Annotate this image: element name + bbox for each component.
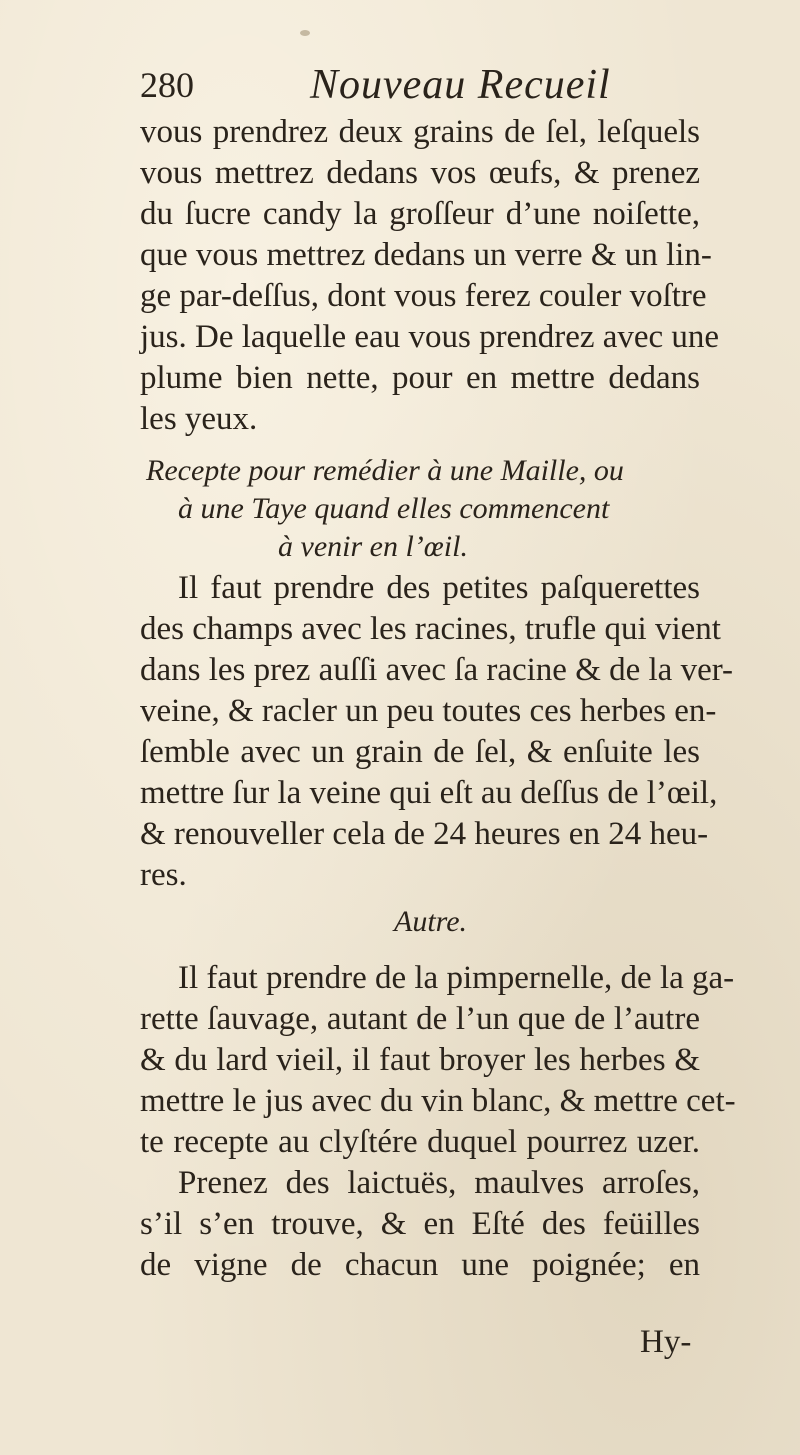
heading-line: à venir en l’œil. xyxy=(278,530,468,563)
heading-line: Autre. xyxy=(394,905,468,938)
text-line: ge par-deſſus, dont vous ferez couler voſtre xyxy=(140,278,707,314)
text-line: s’il s’en trouve, & en Eſté des feüilles xyxy=(140,1206,700,1242)
text-line: des champs avec les racines, trufle qui vient xyxy=(140,611,721,647)
text-line: dans les prez auſſi avec ſa racine & de la ver- xyxy=(140,652,734,688)
text-line: les yeux. xyxy=(140,401,258,437)
text-line: du ſucre candy la groſſeur d’une noiſette, xyxy=(140,196,700,232)
page-header xyxy=(140,62,700,108)
text-line: jus. De laquelle eau vous prendrez avec une xyxy=(140,319,720,355)
page-number: 280 xyxy=(140,65,194,105)
heading-line: à une Taye quand elles commencent xyxy=(178,492,610,525)
text-line: ſemble avec un grain de ſel, & enſuite les xyxy=(140,734,700,770)
text-line: & renouveller cela de 24 heures en 24 heu- xyxy=(140,816,709,852)
text-line: de vigne de chacun une poignée; en xyxy=(140,1247,700,1283)
text-line: te recepte au clyſtére duquel pourrez uzer. xyxy=(140,1124,700,1160)
recipe-heading xyxy=(140,452,700,566)
paragraph-1 xyxy=(140,112,720,440)
text-line: vous prendrez deux grains de ſel, leſquels xyxy=(140,114,700,150)
running-title: Nouveau Recueil xyxy=(310,62,611,108)
catchword: Hy- xyxy=(640,1324,692,1360)
text-line: res. xyxy=(140,857,187,893)
text-line: Prenez des laictuës, maulves arroſes, xyxy=(178,1165,700,1201)
text-line: & du lard vieil, il faut broyer les herbes & xyxy=(140,1042,700,1078)
text-line: veine, & racler un peu toutes ces herbes en- xyxy=(140,693,717,729)
text-line: mettre le jus avec du vin blanc, & mettre cet- xyxy=(140,1083,736,1119)
ink-blot xyxy=(300,30,310,36)
text-line: Il faut prendre des petites paſquerettes xyxy=(178,570,700,606)
heading-line: Recepte pour remédier à une Maille, ou xyxy=(146,454,624,487)
paragraph-3 xyxy=(140,958,736,1286)
text-line: rette ſauvage, autant de l’un que de l’autre xyxy=(140,1001,700,1037)
text-line: Il faut prendre de la pimpernelle, de la ga- xyxy=(178,960,735,996)
text-line: vous mettrez dedans vos œufs, & prenez xyxy=(140,155,700,191)
text-line: que vous mettrez dedans un verre & un lin- xyxy=(140,237,712,273)
text-line: plume bien nette, pour en mettre dedans xyxy=(140,360,700,396)
text-line: mettre ſur la veine qui eſt au deſſus de l’œil, xyxy=(140,775,718,811)
paragraph-2 xyxy=(140,568,734,896)
autre-heading xyxy=(394,903,467,941)
